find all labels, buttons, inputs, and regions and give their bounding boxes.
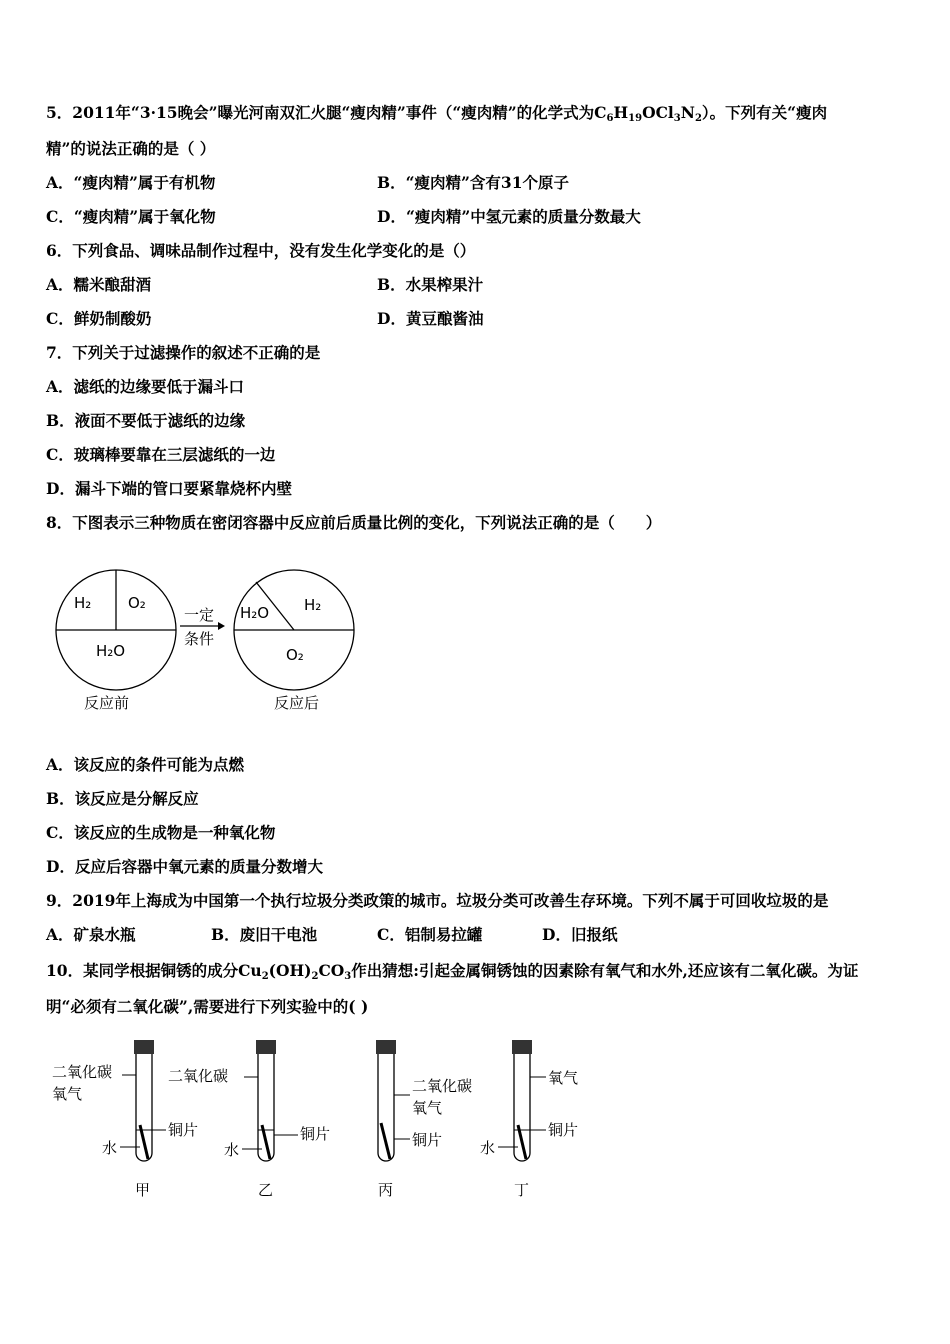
- q6-stem: 6．下列食品、调味品制作过程中，没有发生化学变化的是（）: [46, 241, 476, 260]
- q7-option-d: D．漏斗下端的管口要紧靠烧杯内壁: [46, 479, 292, 498]
- jia-water-label: 水: [102, 1139, 118, 1157]
- tube-bing: [376, 1040, 410, 1161]
- q8-stem: 8．下图表示三种物质在密闭容器中反应前后质量比例的变化，下列说法正确的是（ ）: [46, 513, 662, 532]
- yi-name: 乙: [258, 1181, 274, 1199]
- formula-sub: 6: [606, 113, 614, 124]
- bing-co2-label: 二氧化碳: [412, 1077, 473, 1095]
- q9-option-d: D．旧报纸: [542, 925, 618, 944]
- q10-figure: [40, 1035, 600, 1205]
- jia-co2-label: 二氧化碳: [52, 1063, 113, 1081]
- q6-option-b: B．水果榨果汁: [377, 275, 484, 294]
- arrow-top-label: 一定: [184, 606, 215, 624]
- q8-figure: [50, 560, 370, 720]
- ding-cu-label: 铜片: [548, 1121, 579, 1139]
- bing-cu-label: 铜片: [412, 1131, 443, 1149]
- bing-name: 丙: [378, 1181, 394, 1199]
- q6-option-a: A．糯米酿甜酒: [46, 275, 152, 294]
- before-caption: 反应前: [84, 694, 130, 712]
- q5-stem-line1: [46, 103, 827, 123]
- q5-stem-line2: 精”的说法正确的是（ ）: [46, 139, 216, 158]
- tube-yi-stopper: [256, 1040, 276, 1054]
- q8-option-a: A．该反应的条件可能为点燃: [46, 755, 245, 774]
- q10-stem-text-end: 作出猜想:引起金属铜锈蚀的因素除有氧气和水外,还应该有二氧化碳。为证: [351, 961, 859, 980]
- q5-option-a: A．“瘦肉精”属于有机物: [46, 173, 216, 192]
- tube-bing-copper: [381, 1123, 390, 1159]
- formula-part: H: [613, 103, 629, 122]
- q8-option-b: B．该反应是分解反应: [46, 789, 199, 808]
- before-h2-label: H₂: [74, 594, 92, 612]
- q6-option-c: C．鲜奶制酸奶: [46, 309, 152, 328]
- formula-sub: 19: [628, 113, 643, 124]
- q5-stem-text-end: ）。下列有关“瘦肉: [701, 103, 828, 122]
- arrow-head: [218, 622, 225, 630]
- formula-part: (OH): [268, 961, 312, 980]
- q5-stem-text: 5．2011年“3·15晚会”曝光河南双汇火腿“瘦肉精”事件（“瘦肉精”的化学式为C: [46, 103, 607, 122]
- after-h2-label: H₂: [304, 596, 322, 614]
- before-o2-label: O₂: [128, 594, 146, 612]
- q10-stem-text: 10．某同学根据铜锈的成分Cu: [46, 961, 262, 980]
- q9-option-a: A．矿泉水瓶: [46, 925, 136, 944]
- q7-option-c: C．玻璃棒要靠在三层滤纸的一边: [46, 445, 276, 464]
- q5-option-c: C．“瘦肉精”属于氧化物: [46, 207, 216, 226]
- q7-option-b: B．液面不要低于滤纸的边缘: [46, 411, 246, 430]
- formula-part: N: [680, 103, 695, 122]
- formula-sub: 2: [311, 971, 319, 982]
- q7-option-a: A．滤纸的边缘要低于漏斗口: [46, 377, 245, 396]
- yi-cu-label: 铜片: [300, 1125, 331, 1143]
- q9-stem: 9．2019年上海成为中国第一个执行垃圾分类政策的城市。垃圾分类可改善生存环境。下列不属于可回收垃圾的是: [46, 891, 829, 910]
- q9-option-c: C．铝制易拉罐: [377, 925, 483, 944]
- after-o2-label: O₂: [286, 646, 304, 664]
- before-h2o-label: H₂O: [96, 642, 126, 660]
- formula-sub: 2: [261, 971, 269, 982]
- q10-stem-line2: 明“必须有二氧化碳”,需要进行下列实验中的( ): [46, 997, 369, 1016]
- yi-co2-label: 二氧化碳: [168, 1067, 229, 1085]
- q10-figure-svg: [40, 1035, 600, 1205]
- q10-stem-line1: [46, 961, 858, 981]
- ding-name: 丁: [514, 1181, 530, 1199]
- formula-sub: 3: [344, 971, 352, 982]
- jia-o2-label: 氧气: [52, 1085, 83, 1103]
- q7-stem: 7．下列关于过滤操作的叙述不正确的是: [46, 343, 321, 362]
- q6-option-d: D．黄豆酿酱油: [377, 309, 484, 328]
- yi-water-label: 水: [224, 1141, 240, 1159]
- tube-bing-stopper: [376, 1040, 396, 1054]
- tube-ding: [498, 1040, 546, 1161]
- formula-part: OCl: [642, 103, 674, 122]
- bing-o2-label: 氧气: [412, 1099, 443, 1117]
- tube-jia: [120, 1040, 166, 1161]
- formula-sub: 3: [673, 113, 681, 124]
- ding-water-label: 水: [480, 1139, 496, 1157]
- formula-sub: 2: [694, 113, 702, 124]
- arrow-bottom-label: 条件: [184, 630, 215, 648]
- q5-option-d: D．“瘦肉精”中氢元素的质量分数最大: [377, 207, 641, 226]
- jia-cu-label: 铜片: [168, 1121, 199, 1139]
- tube-yi: [242, 1040, 298, 1161]
- formula-part: CO: [318, 961, 345, 980]
- q8-option-c: C．该反应的生成物是一种氧化物: [46, 823, 276, 842]
- after-h2o-label: H₂O: [240, 604, 270, 622]
- ding-o2-label: 氧气: [548, 1069, 579, 1087]
- q9-option-b: B．废旧干电池: [211, 925, 318, 944]
- jia-name: 甲: [135, 1181, 151, 1199]
- after-caption: 反应后: [274, 694, 320, 712]
- q8-option-d: D．反应后容器中氧元素的质量分数增大: [46, 857, 323, 876]
- q5-option-b: B．“瘦肉精”含有31个原子: [377, 173, 570, 192]
- tube-jia-stopper: [134, 1040, 154, 1054]
- tube-ding-stopper: [512, 1040, 532, 1054]
